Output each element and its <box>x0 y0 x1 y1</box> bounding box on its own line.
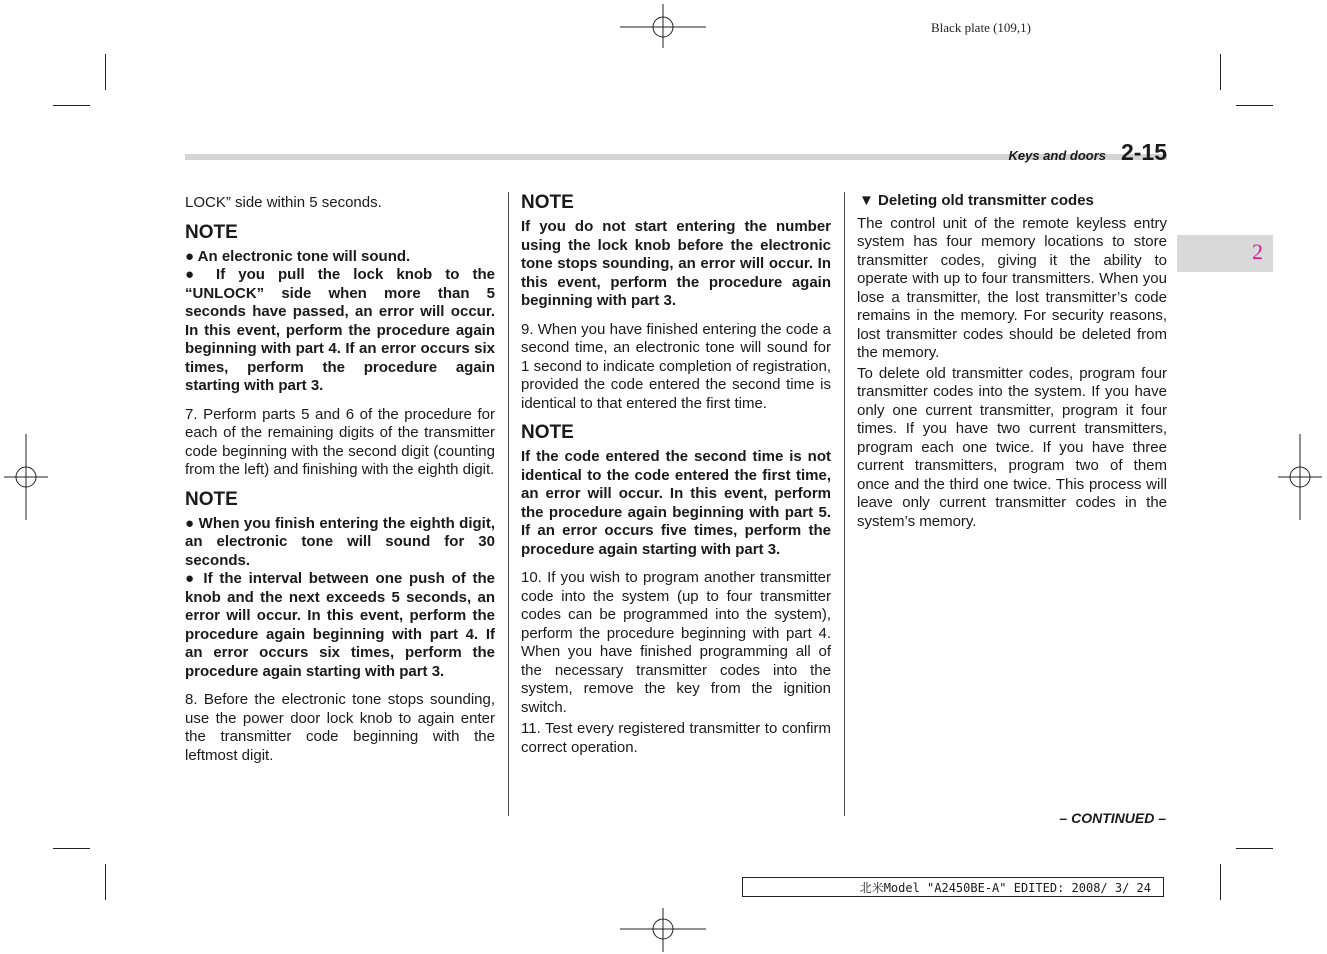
paragraph: The control unit of the remote keyless entry system has four memory locations to store transmitter codes, giving it the ability to operate with up to four transmitters. When you lose a transmitter, the lost transmitter’s code remains in the memory. For security reasons, lost transmitter codes should be deleted from the memory. <box>857 214 1167 361</box>
registration-mark-top <box>620 4 706 48</box>
column-2 <box>521 192 831 766</box>
step-9: 9. When you have finished entering the code a second time, an electronic tone will sound for 1 second to indicate completion of registration, provided the code entered the second time is identical to that entered the first time. <box>521 320 831 412</box>
note-item: ● If you pull the lock knob to the “UNLOCK” side when more than 5 seconds have passed, an error will occur. In this event, perform the procedure again beginning with part 4. If an error occurs six times, perform the procedure again starting with part 3. <box>185 266 495 394</box>
chapter-number: 2 <box>1252 239 1263 264</box>
note-block <box>521 422 831 559</box>
footer-text: 北米Model "A2450BE-A" EDITED: 2008/ 3/ 24 <box>859 881 1151 895</box>
page-number: 2-15 <box>1120 139 1167 165</box>
step-11: 11. Test every registered transmitter to confirm correct operation. <box>521 720 831 756</box>
intro-text: LOCK” side within 5 seconds. <box>185 194 382 211</box>
plate-label: Black plate (109,1) <box>931 20 1031 35</box>
crop-mark <box>1220 54 1221 90</box>
crop-mark <box>1220 864 1221 900</box>
crop-mark <box>53 105 90 106</box>
note-text: If the code entered the second time is not identical to the code entered the first time, an error will occur. In this event, perform the procedure again beginning with part 5. If an error occurs five times, perform the procedure again starting with part 3. <box>521 448 831 558</box>
registration-mark-right <box>1278 434 1322 520</box>
note-item: ● When you finish entering the eighth digit, an electronic tone will sound for 30 seconds. <box>185 514 495 569</box>
note-heading: NOTE <box>521 192 574 213</box>
column-divider <box>508 192 509 816</box>
note-heading: NOTE <box>521 422 574 443</box>
continued-label: – CONTINUED – <box>1059 810 1166 826</box>
column-divider <box>844 192 845 816</box>
note-item: ● If the interval between one push of the knob and the next exceeds 5 seconds, an error will occur. In this event, perform the procedure again beginning with part 4. If an error occurs six times, perform the procedure again starting with part 3. <box>185 570 495 680</box>
note-block <box>521 192 831 311</box>
footer-edit-stamp <box>742 877 1164 897</box>
note-block <box>185 489 495 682</box>
column-3 <box>857 192 1167 540</box>
note-text: If you do not start entering the number using the lock knob before the electronic tone stops sounding, an error will occur. In this event, perform the procedure again beginning with part 3. <box>521 218 831 309</box>
crop-mark <box>1236 848 1273 849</box>
note-item: ● An electronic tone will sound. <box>185 247 411 265</box>
paragraph: To delete old transmitter codes, program four transmitter codes into the system. If you have only one current transmitter, program it four times. If you have two current transmitters, program each one twice. If you have three current transmitters, program two of them once and the third one twice. This process will leave only current transmitter codes in the system’s memory. <box>857 364 1167 530</box>
note-heading: NOTE <box>185 488 238 510</box>
column-1 <box>185 192 495 774</box>
note-heading: NOTE <box>185 221 238 243</box>
registration-mark-left <box>4 434 48 520</box>
crop-mark <box>53 848 90 849</box>
crop-mark <box>105 864 106 900</box>
crop-mark <box>1236 105 1273 106</box>
step-10: 10. If you wish to program another transmitter code into the system (up to four transmitter codes can be programmed into the system), perform the procedure beginning with part 4. When you have finished programming all of the necessary transmitter codes into the system, remove the key from the ignition switch. <box>521 569 831 716</box>
registration-mark-bottom <box>620 908 706 952</box>
step-8: 8. Before the electronic tone stops sounding, use the power door lock knob to again enter the transmitter code beginning with the leftmost digit. <box>185 691 495 764</box>
section-heading: ▼ Deleting old transmitter codes <box>859 192 1094 209</box>
note-block <box>185 222 495 396</box>
section-title: Keys and doors <box>1008 148 1106 163</box>
crop-mark <box>105 54 106 90</box>
chapter-tab <box>1177 235 1273 272</box>
step-7: 7. Perform parts 5 and 6 of the procedure for each of the remaining digits of the transmitter code beginning with the second digit (counting from the left) and finishing with the eighth digit. <box>185 405 495 478</box>
